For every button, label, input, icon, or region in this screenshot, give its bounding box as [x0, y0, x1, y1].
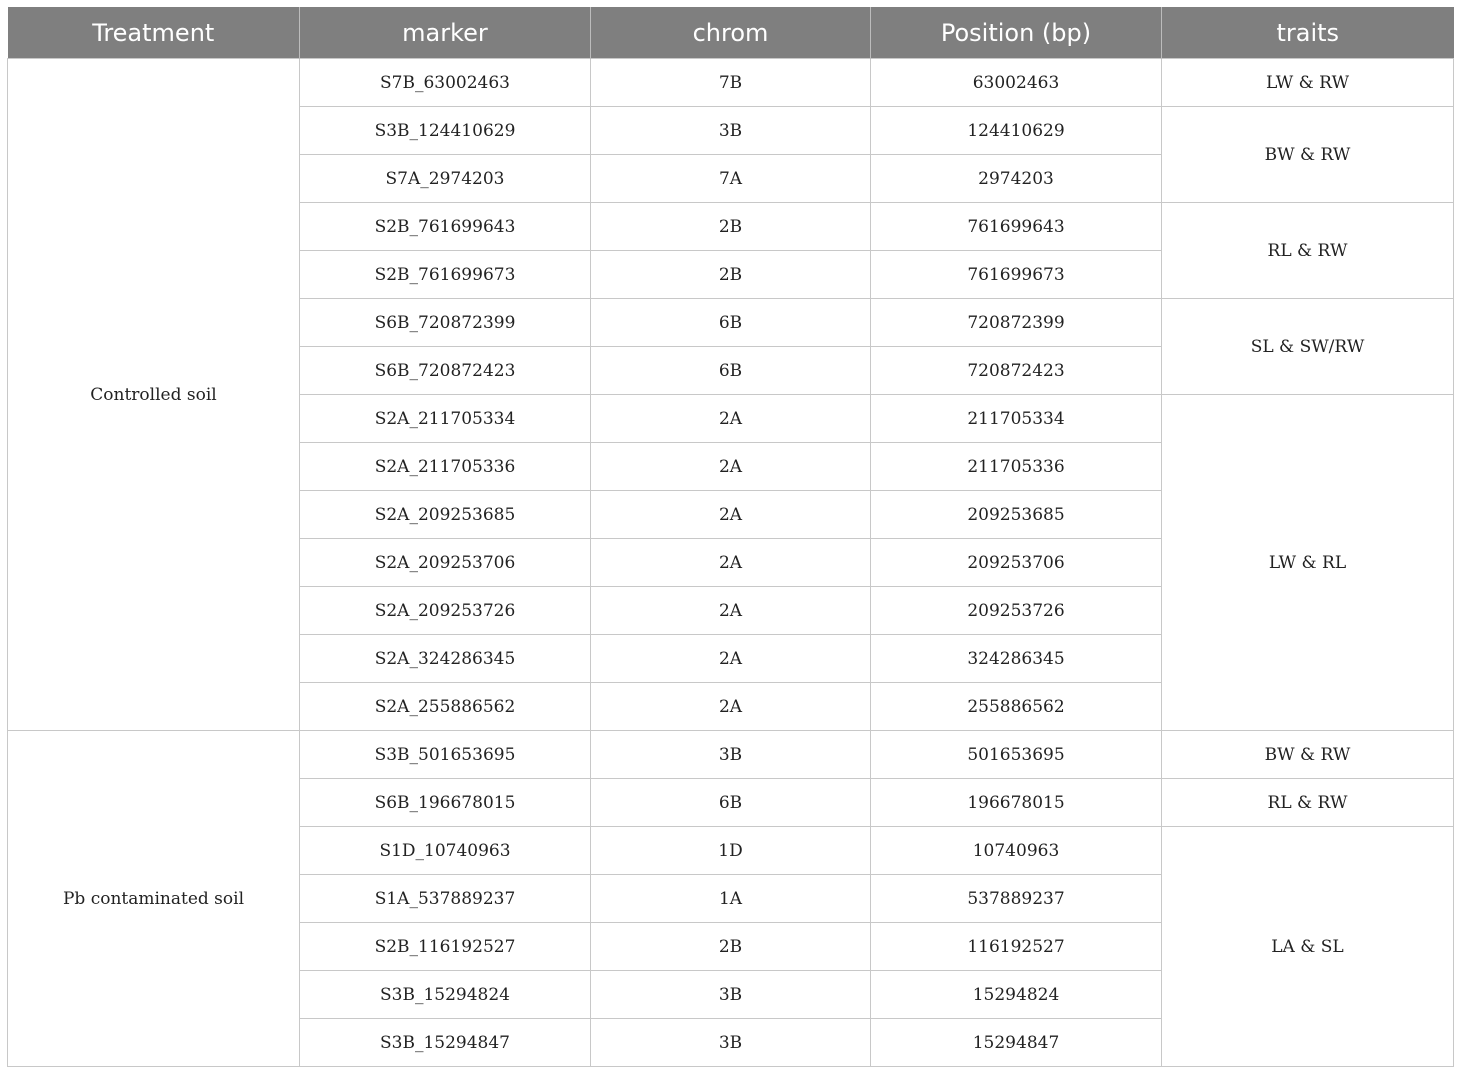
marker-cell: S2B_116192527	[300, 923, 591, 971]
traits-cell: BW & RW	[1162, 731, 1454, 779]
chrom-cell: 3B	[591, 1019, 871, 1067]
position-cell: 116192527	[871, 923, 1162, 971]
marker-cell: S7A_2974203	[300, 155, 591, 203]
header-row	[8, 7, 1454, 59]
marker-cell: S2A_324286345	[300, 635, 591, 683]
chrom-cell: 2B	[591, 251, 871, 299]
position-cell: 211705336	[871, 443, 1162, 491]
position-cell: 209253706	[871, 539, 1162, 587]
chrom-cell: 2A	[591, 539, 871, 587]
position-cell: 324286345	[871, 635, 1162, 683]
chrom-cell: 2B	[591, 923, 871, 971]
chrom-cell: 1A	[591, 875, 871, 923]
header-treatment: Treatment	[8, 7, 300, 59]
marker-cell: S3B_501653695	[300, 731, 591, 779]
table-row	[8, 59, 1454, 107]
position-cell: 761699673	[871, 251, 1162, 299]
marker-cell: S2A_209253706	[300, 539, 591, 587]
position-cell: 501653695	[871, 731, 1162, 779]
marker-cell: S2A_209253685	[300, 491, 591, 539]
position-cell: 63002463	[871, 59, 1162, 107]
chrom-cell: 2A	[591, 443, 871, 491]
position-cell: 537889237	[871, 875, 1162, 923]
marker-cell: S7B_63002463	[300, 59, 591, 107]
position-cell: 209253685	[871, 491, 1162, 539]
marker-cell: S6B_196678015	[300, 779, 591, 827]
position-cell: 15294824	[871, 971, 1162, 1019]
marker-cell: S2A_209253726	[300, 587, 591, 635]
chrom-cell: 2B	[591, 203, 871, 251]
chrom-cell: 7B	[591, 59, 871, 107]
header-chrom: chrom	[591, 7, 871, 59]
position-cell: 2974203	[871, 155, 1162, 203]
position-cell: 209253726	[871, 587, 1162, 635]
marker-cell: S3B_124410629	[300, 107, 591, 155]
traits-cell: BW & RW	[1162, 107, 1454, 203]
chrom-cell: 2A	[591, 395, 871, 443]
chrom-cell: 2A	[591, 635, 871, 683]
chrom-cell: 3B	[591, 107, 871, 155]
marker-cell: S2A_211705336	[300, 443, 591, 491]
table-body	[8, 59, 1454, 1067]
traits-cell: RL & RW	[1162, 203, 1454, 299]
traits-cell: LW & RL	[1162, 395, 1454, 731]
chrom-cell: 6B	[591, 299, 871, 347]
position-cell: 720872423	[871, 347, 1162, 395]
chrom-cell: 6B	[591, 347, 871, 395]
marker-cell: S1A_537889237	[300, 875, 591, 923]
header-position: Position (bp)	[871, 7, 1162, 59]
position-cell: 124410629	[871, 107, 1162, 155]
marker-cell: S6B_720872423	[300, 347, 591, 395]
table-row	[8, 731, 1454, 779]
chrom-cell: 2A	[591, 683, 871, 731]
chrom-cell: 3B	[591, 971, 871, 1019]
position-cell: 211705334	[871, 395, 1162, 443]
marker-cell: S2B_761699643	[300, 203, 591, 251]
traits-cell: RL & RW	[1162, 779, 1454, 827]
position-cell: 761699643	[871, 203, 1162, 251]
treatment-cell: Controlled soil	[8, 59, 300, 731]
chrom-cell: 2A	[591, 491, 871, 539]
marker-cell: S6B_720872399	[300, 299, 591, 347]
chrom-cell: 7A	[591, 155, 871, 203]
marker-cell: S3B_15294824	[300, 971, 591, 1019]
chrom-cell: 3B	[591, 731, 871, 779]
marker-trait-table	[7, 7, 1454, 1067]
position-cell: 720872399	[871, 299, 1162, 347]
traits-cell: LA & SL	[1162, 827, 1454, 1067]
position-cell: 196678015	[871, 779, 1162, 827]
header-marker: marker	[300, 7, 591, 59]
position-cell: 10740963	[871, 827, 1162, 875]
position-cell: 15294847	[871, 1019, 1162, 1067]
header-traits: traits	[1162, 7, 1454, 59]
traits-cell: SL & SW/RW	[1162, 299, 1454, 395]
marker-cell: S2B_761699673	[300, 251, 591, 299]
marker-cell: S3B_15294847	[300, 1019, 591, 1067]
treatment-cell: Pb contaminated soil	[8, 731, 300, 1067]
traits-cell: LW & RW	[1162, 59, 1454, 107]
chrom-cell: 1D	[591, 827, 871, 875]
marker-cell: S1D_10740963	[300, 827, 591, 875]
marker-cell: S2A_211705334	[300, 395, 591, 443]
chrom-cell: 2A	[591, 587, 871, 635]
position-cell: 255886562	[871, 683, 1162, 731]
marker-cell: S2A_255886562	[300, 683, 591, 731]
chrom-cell: 6B	[591, 779, 871, 827]
